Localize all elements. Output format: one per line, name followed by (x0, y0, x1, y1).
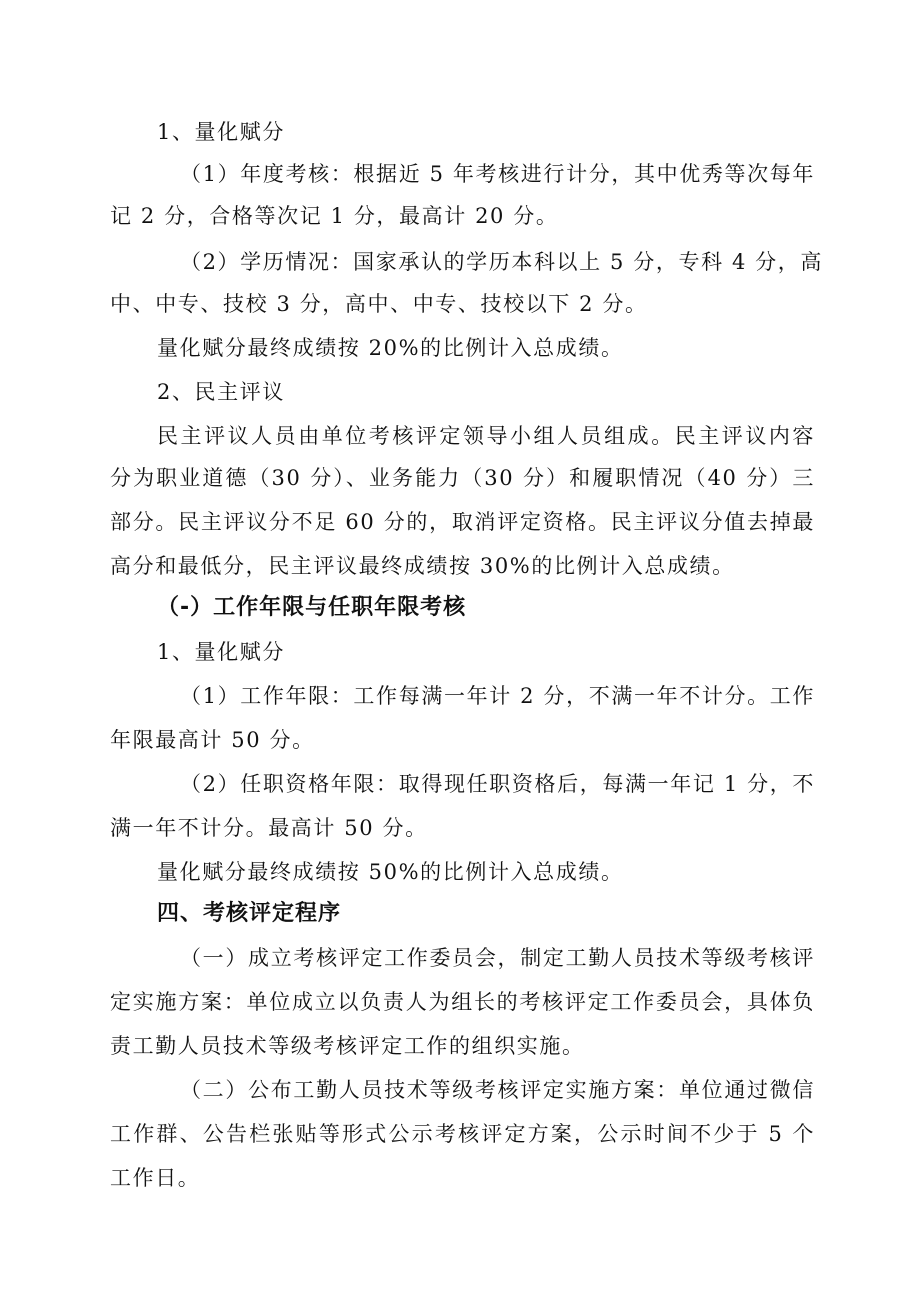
paragraph-education-line-2: 中、中专、技校 3 分，高中、中专、技校以下 2 分。 (110, 292, 648, 316)
paragraph-committee-line-3: 责工勤人员技术等级考核评定工作的组织实施。 (110, 1034, 585, 1058)
subsection-title-quantified-scoring-2: 1、量化赋分 (157, 640, 285, 664)
paragraph-democratic-review-line-3: 部分。民主评议分不足 60 分的，取消评定资格。民主评议分值去掉最 (110, 510, 815, 534)
section-heading-procedure: 四、考核评定程序 (157, 901, 342, 926)
subsection-title-democratic-review: 2、民主评议 (157, 380, 285, 404)
paragraph-committee-line-1: （一）成立考核评定工作委员会，制定工勤人员技术等级考核评 (180, 946, 815, 970)
paragraph-qualification-years-line-1: （2）任职资格年限：取得现任职资格后，每满一年记 1 分，不 (180, 772, 815, 796)
paragraph-quantified-weight: 量化赋分最终成绩按 20%的比例计入总成绩。 (157, 336, 624, 360)
paragraph-quantified-weight-2: 量化赋分最终成绩按 50%的比例计入总成绩。 (157, 860, 624, 884)
paragraph-publish-plan-line-1: （二）公布工勤人员技术等级考核评定实施方案：单位通过微信 (180, 1078, 815, 1102)
paragraph-committee-line-2: 定实施方案：单位成立以负责人为组长的考核评定工作委员会，具体负 (110, 990, 815, 1014)
paragraph-democratic-review-line-2: 分为职业道德（30 分）、业务能力（30 分）和履职情况（40 分）三 (110, 466, 815, 490)
paragraph-annual-assessment-line-2: 记 2 分，合格等次记 1 分，最高计 20 分。 (110, 204, 559, 228)
section-heading-work-years: （-）工作年限与任职年限考核 (157, 595, 467, 620)
paragraph-work-years-line-1: （1）工作年限：工作每满一年计 2 分，不满一年不计分。工作 (180, 684, 815, 708)
paragraph-education-line-1: （2）学历情况：国家承认的学历本科以上 5 分，专科 4 分，高 (180, 250, 823, 274)
paragraph-democratic-review-line-1: 民主评议人员由单位考核评定领导小组人员组成。民主评议内容 (157, 424, 815, 448)
paragraph-democratic-review-line-4: 高分和最低分，民主评议最终成绩按 30%的比例计入总成绩。 (110, 554, 735, 578)
paragraph-publish-plan-line-2: 工作群、公告栏张贴等形式公示考核评定方案，公示时间不少于 5 个 (110, 1122, 815, 1146)
paragraph-qualification-years-line-2: 满一年不计分。最高计 50 分。 (110, 816, 428, 840)
paragraph-publish-plan-line-3: 工作日。 (110, 1166, 201, 1190)
subsection-title-quantified-scoring: 1、量化赋分 (157, 120, 285, 144)
paragraph-work-years-line-2: 年限最高计 50 分。 (110, 728, 315, 752)
paragraph-annual-assessment-line-1: （1）年度考核：根据近 5 年考核进行计分，其中优秀等次每年 (180, 162, 815, 186)
